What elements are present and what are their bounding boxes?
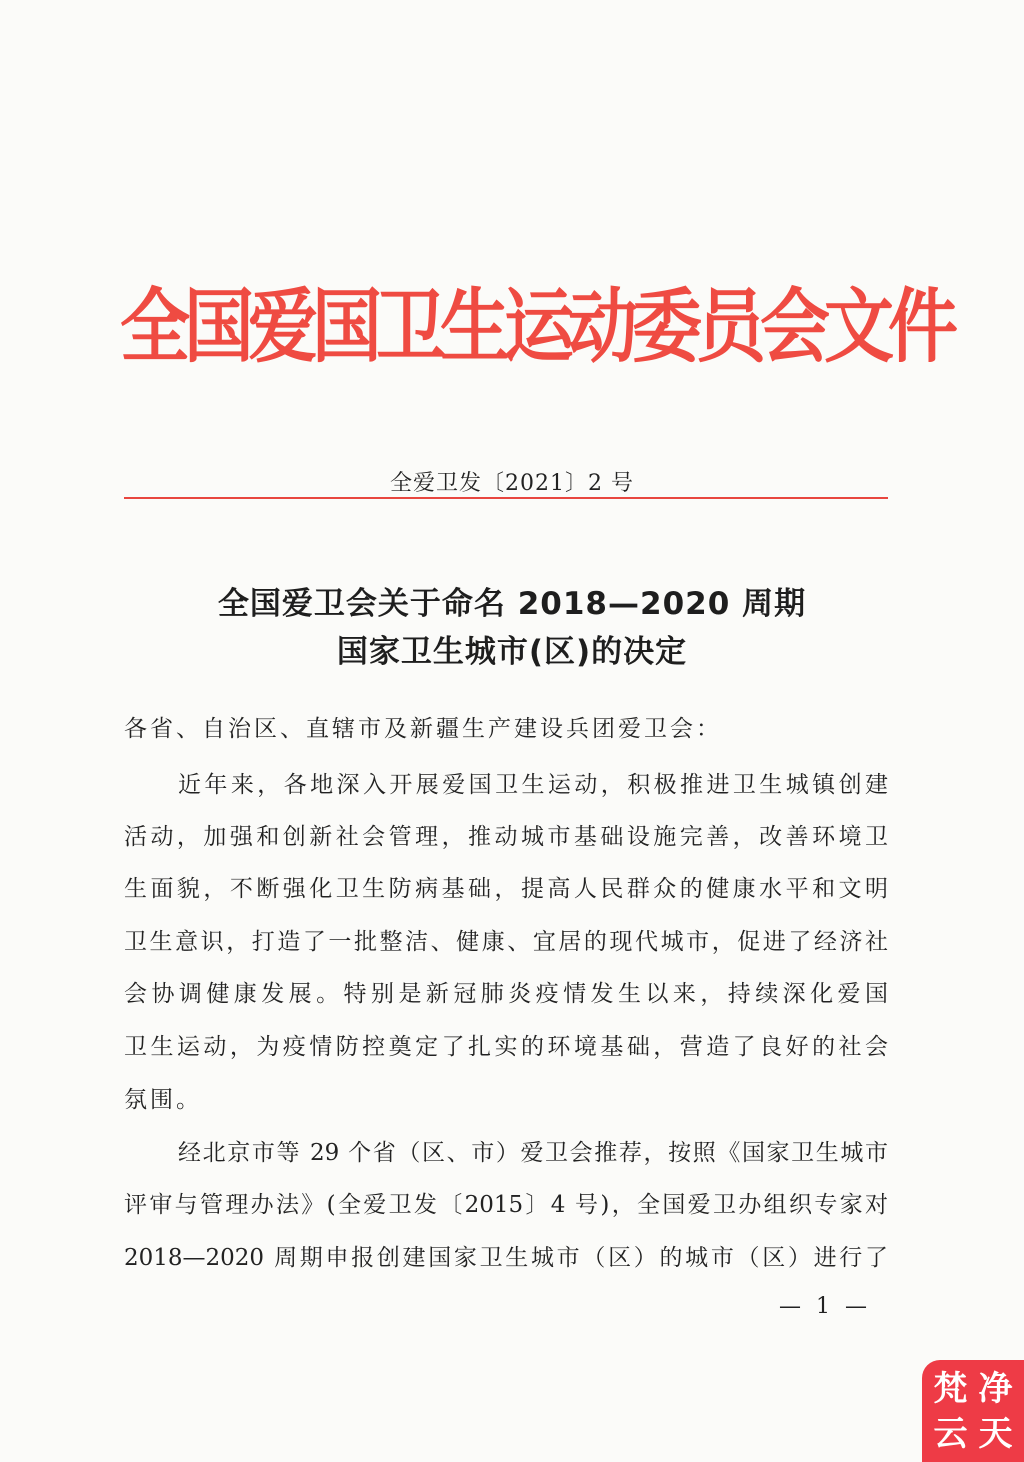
document-title-line-2: 国家卫生城市(区)的决定 (336, 634, 688, 670)
stamp-char: 梵 (933, 1368, 968, 1409)
body-line: 评审与管理办法》(全爱卫发〔2015〕4 号)，全国爱卫办组织专家对 (124, 1192, 888, 1218)
stamp-char: 云 (933, 1413, 968, 1454)
salutation: 各省、自治区、直辖市及新疆生产建设兵团爱卫会： (124, 716, 722, 742)
body-line: 经北京市等 29 个省（区、市）爱卫会推荐，按照《国家卫生城市 (178, 1140, 888, 1166)
body-line: 氛围。 (124, 1087, 202, 1113)
body-line: 卫生意识，打造了一批整洁、健康、宜居的现代城市，促进了经济社 (124, 929, 888, 955)
body-line: 2018—2020 周期申报创建国家卫生城市（区）的城市（区）进行了 (124, 1245, 888, 1271)
body-line: 活动，加强和创新社会管理，推动城市基础设施完善，改善环境卫 (124, 824, 888, 850)
page-number: — 1 — (779, 1294, 871, 1319)
body-line: 会协调健康发展。特别是新冠肺炎疫情发生以来，持续深化爱国 (124, 981, 888, 1007)
stamp-char: 天 (978, 1413, 1013, 1454)
masthead-title: 全国爱国卫生运动委员会文件 (120, 279, 952, 375)
document-number: 全爱卫发〔2021〕2 号 (390, 471, 634, 496)
red-divider-rule (124, 497, 888, 499)
document-title-line-1: 全国爱卫会关于命名 2018—2020 周期 (217, 586, 807, 622)
watermark-stamp (922, 1360, 1024, 1462)
stamp-char: 净 (978, 1368, 1013, 1409)
body-line: 生面貌，不断强化卫生防病基础，提高人民群众的健康水平和文明 (124, 876, 888, 902)
body-line: 卫生运动，为疫情防控奠定了扎实的环境基础，营造了良好的社会 (124, 1034, 888, 1060)
body-line: 近年来，各地深入开展爱国卫生运动，积极推进卫生城镇创建 (178, 772, 888, 798)
